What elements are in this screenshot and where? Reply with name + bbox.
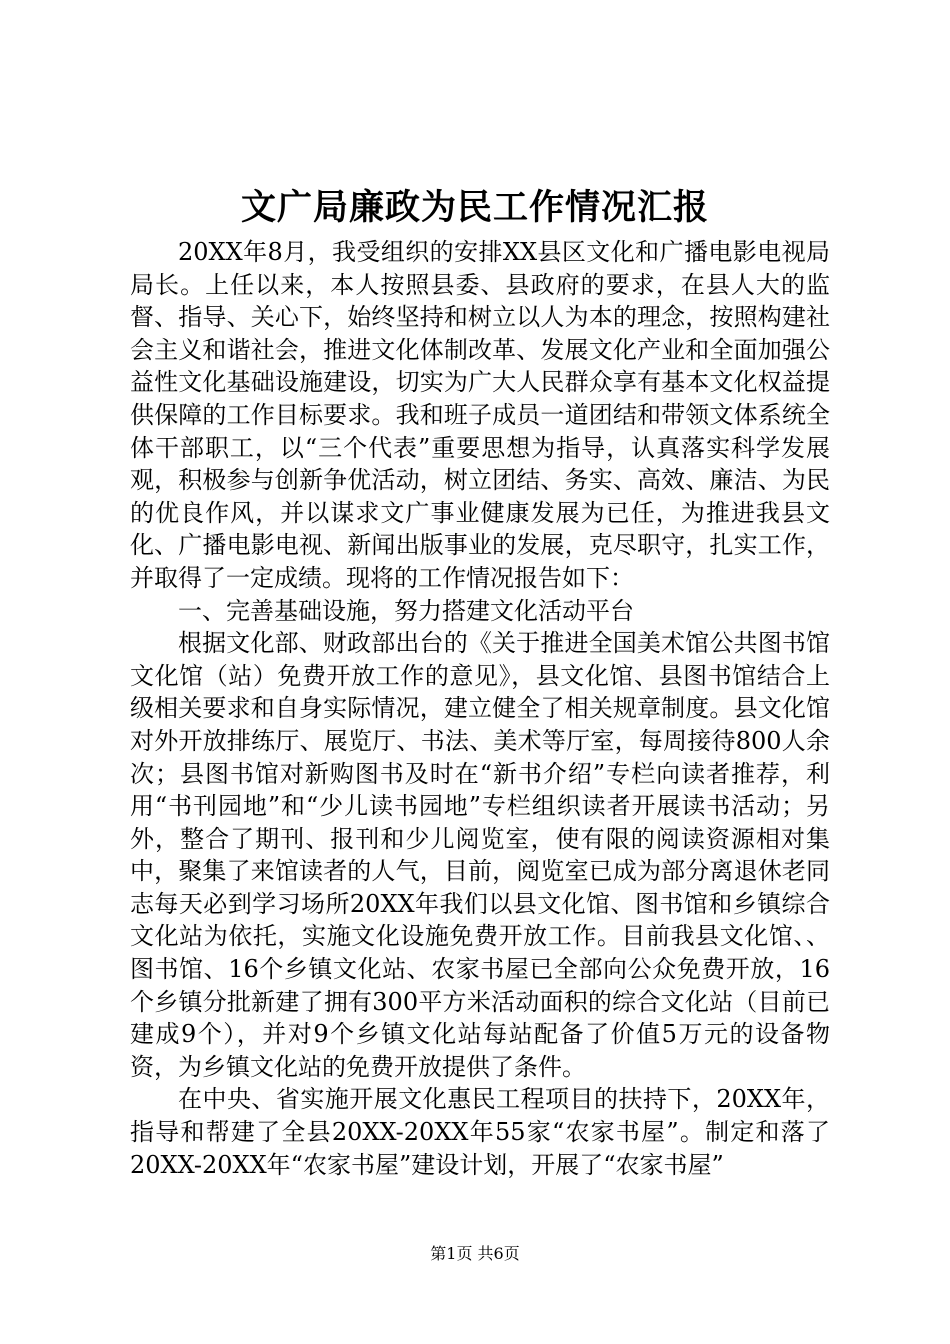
page-number-footer: 第1页 共6页 [430, 1244, 520, 1263]
document-body [130, 236, 830, 1181]
section-heading-1: 一、完善基础设施，努力搭建文化活动平台 [178, 596, 634, 625]
paragraph-intro: 20XX年8月，我受组织的安排XX县区文化和广播电影电视局局长。上任以来，本人按照县委、县政府的要求，在县人大的监督、指导、关心下，始终坚持和树立以人为本的理念，按照构建社会主义和谐社会，推进文化体制改革、发展文化产业和全面加强公益性文化基础设施建设，切实为广大人民群众享有基本文化权益提供保障的工作目标要求。我和班子成员一道团结和带领文体系统全体干部职工，以“三个代表”重要思想为指导，认真落实科学发展观，积极参与创新争优活动，树立团结、务实、高效、廉洁、为民的优良作风，并以谋求文广事业健康发展为已任，为推进我县文化、广播电影电视、新闻出版事业的发展，克尽职守，扎实工作，并取得了一定成绩。现将的工作情况报告如下： [130, 238, 830, 592]
paragraph-facilities: 根据文化部、财政部出台的《关于推进全国美术馆公共图书馆文化馆（站）免费开放工作的意见》，县文化馆、县图书馆结合上级相关要求和自身实际情况，建立健全了相关规章制度。县文化馆对外开放排练厅、展览厅、书法、美术等厅室，每周接待800人余次；县图书馆对新购图书及时在“新书介绍”专栏向读者推荐，利用“书刊园地”和“少儿读书园地”专栏组织读者开展读书活动；另外，整合了期刊、报刊和少儿阅览室，使有限的阅读资源相对集中，聚集了来馆读者的人气，目前，阅览室已成为部分离退休老同志每天必到学习场所20XX年我们以县文化馆、图书馆和乡镇综合文化站为依托，实施文化设施免费开放工作。目前我县文化馆、、图书馆、16个乡镇文化站、农家书屋已全部向公众免费开放，16个乡镇分批新建了拥有300平方米活动面积的综合文化站（目前已建成9个），并对9个乡镇文化站每站配备了价值5万元的设备物资，为乡镇文化站的免费开放提供了条件。 [130, 629, 830, 1081]
paragraph-farm-bookstore: 在中央、省实施开展文化惠民工程项目的扶持下，20XX年，指导和帮建了全县20XX-20XX年55家“农家书屋”。制定和落了20XX-20XX年“农家书屋”建设计划，开展了“农家书屋” [130, 1085, 830, 1179]
document-title: 文广局廉政为民工作情况汇报 [240, 187, 709, 228]
